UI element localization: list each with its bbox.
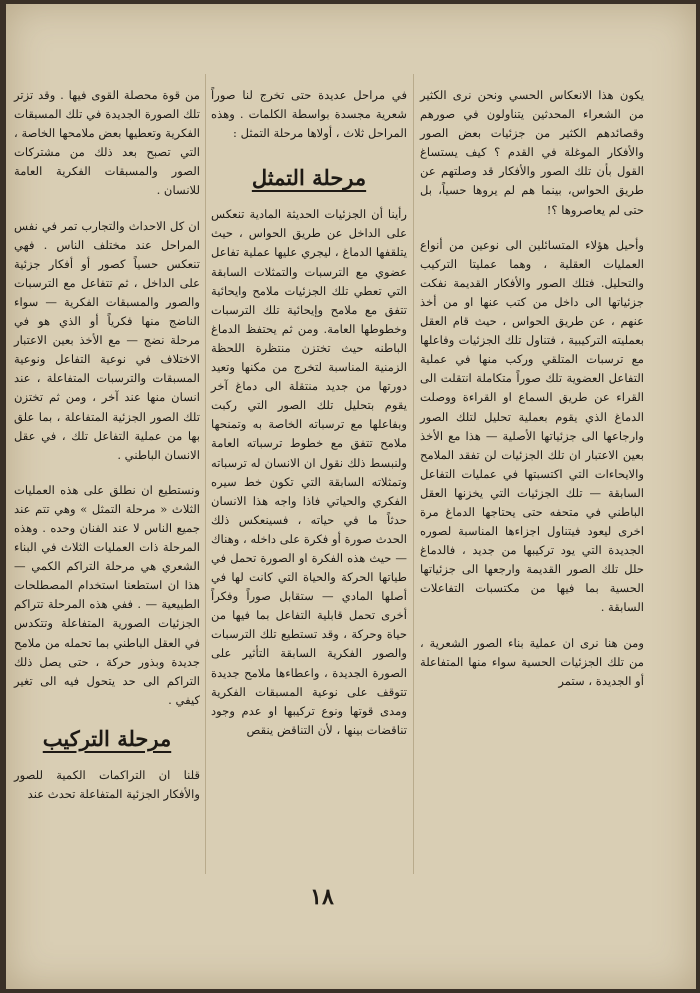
- column-divider-left: [205, 74, 206, 874]
- right-paragraph-2: وأحيل هؤلاء المتسائلين الى نوعين من أنواع العمليات العقلية ، وهما عمليتا التركيب والتحليل. فتلك الصور والأفكار القديمة نفكت جزئياتها الى داخل من كتب عنها او من أخذ عنهم ، عن طريق الحواس ، حيث قام العقل بعمليته التركيبية ، فتناول تلك الجزئيات وفاعلها مع ترسبات المتلقي وركب منها في عملية التفاعل العضوية تلك صوراً متكاملة انتقلت الى القراء عن طريق السماع او القراءة ووصلت الدماغ الذي يقوم بعملية تحليل لتلك الصور وارجاعها الى جزئياتها الأصلية — هذا مع الأخذ بعين الاعتبار ان تلك الجزئيات لن تفقد الملامح والايحاءات التي اكتسبتها في عمليات التفاعل السابقة — تلك الجزئيات التي يخزنها العقل الباطني في متحفه حتى يحتاجها الدماغ مرة اخرى ليعود فيتناول اجزاءها المناسبة لصوره الجديدة التي يود تركيبها من جديد ، فالدماغ حلل تلك الصور القديمة وارجعها الى جزئياتها الحسية بما فيها من مكتسبات التفاعلات السابقة .: [420, 237, 644, 615]
- right-column: [420, 86, 644, 691]
- right-paragraph-3: ومن هنا نرى ان عملية بناء الصور الشعرية ، من تلك الجزئيات الحسية سواء منها المتفاعلة أو الجديدة ، ستمر: [420, 635, 644, 688]
- left-paragraph-3: ونستطيع ان نطلق على هذه العمليات الثلاث « مرحلة التمثل » وهي تتم عند جميع الناس لا عند الفنان وحده . وهذه المرحلة ذات العمليات الثلاث في البناء الشعري هي مرحلة التراكم الكمي — هذا ان استطعنا استخدام المصطلحات الطبيعية — . ففي هذه المرحلة تتراكم الجزئيات الصورية المتفاعلة وتتكدس في العقل الباطني بما تحمله من ملامح جديدة وبذور حركة ، حتى يصل ذلك التراكم الى حد يتحول فيه الى تغير كيفي .: [14, 482, 200, 707]
- right-paragraph-1: يكون هذا الانعكاس الحسي ونحن نرى الكثير من الشعراء المحدثين يتناولون في صورهم وقصائدهم الكثير من جزئيات بعض الصور والأفكار الموغلة في القدم ؟ كيف يستساغ القول بأن تلك الصور والأفكار قد وصلتهم عن طريق الحواس، بينما هم لم يروها حسياً، بل حتى لم يعاصروها ؟!: [420, 88, 644, 217]
- page-number: ١٨: [310, 884, 334, 910]
- left-column: [14, 86, 200, 804]
- left-closing: قلنا ان التراكمات الكمية للصور والأفكار الجزئية المتفاعلة تحدث عند: [14, 767, 200, 801]
- column-divider-right: [413, 74, 414, 874]
- left-paragraph-1: من قوة محصلة القوى فيها . وقد تزتر تلك الصورة الجديدة في تلك المسبقات الفكرية وتعطيها بعض ملامحها الخاصة ، التي تصبح بعد ذلك من مشتركات الصور والمسبقات الفكرية العامة للانسان .: [14, 88, 200, 198]
- magazine-page: [6, 4, 696, 989]
- middle-intro: في مراحل عديدة حتى تخرج لنا صوراً شعرية مجسدة بواسطة الكلمات . وهذه المراحل ثلاث ، أولاها مرحلة التمثل :: [211, 88, 407, 141]
- section-heading-representation: مرحلة التمثل: [251, 165, 367, 191]
- section-heading-composition: مرحلة التركيب: [42, 725, 172, 751]
- left-paragraph-2: ان كل الاحداث والتجارب تمر في نفس المراحل عند مختلف الناس . فهي تنعكس حسياً كصور أو أفكار جزئية على الداخل ، ثم تتفاعل مع الترسبات والصور والمسبقات الفكرية — سواء الناضج منها فكرياً أو الذي هو في مرحلة نضج — مع الأخذ بعين الاعتبار الاختلاف في نوعية التفاعل ونوعية المسبقات والترسبات المتفاعلة ، عند انسان منها عند آخر ، ومن ثم تختزن تلك الصور الجزئية المتفاعلة ، بما علق بها من عملية التفاعل تلك ، في عقل الانسان الباطني .: [14, 218, 200, 462]
- middle-body: رأينا أن الجزئيات الحديثة المادية تنعكس على الداخل عن طريق الحواس ، حيث يتلقفها الدماغ ، ليجري عليها عملية تفاعل عضوي مع الترسبات والتمثلات السابقة التي تعطي تلك الجزئيات ملامح وايحائية تتفق مع ملامح وإيحائية تلك الترسبات وخطوطها العامة. ومن ثم يحتفظ الدماغ الباطنه حيث تختزن منتظرة اللحظة الزمنية المناسبة لتخرج من مكنها وتعيد دورتها من جديد منتقلة الى دماغ آخر يقوم بتحليل تلك الصور التي ركبت وبفاعلها مع ترسباته الخاصة به وتمنحها ملامح تتفق مع خطوط ترسباته العامة ولنبسط ذلك نقول ان الانسان له ترسباته وتمثلاته السابقة التي تكون خط سيره الفكري والحياتي فاذا واجه هذا الانسان حدثاً ما في حياته ، فسينعكس ذلك الحدث صورة أو فكرة على داخله ، وهناك — حيث هذه الفكرة او الصورة تحمل في طياتها الحركة والحياة التي كانت لها في أصلها المادي — ستقابل صوراً وفكراً أخرى تحمل قابلية التفاعل بما فيها من حياة وحركة ، وقد تستطيع تلك الترسبات والصور الفكرية السابقة التأثير على الصورة الجديدة ، واعطاءها ملامح جديدة تتوقف على نوعية المسبقات الفكرية ومدى قوتها ونوع تركيبها او عدم وجود تناقضات بينها ، لأن التناقض ينقص: [211, 207, 407, 737]
- middle-column: [211, 86, 407, 740]
